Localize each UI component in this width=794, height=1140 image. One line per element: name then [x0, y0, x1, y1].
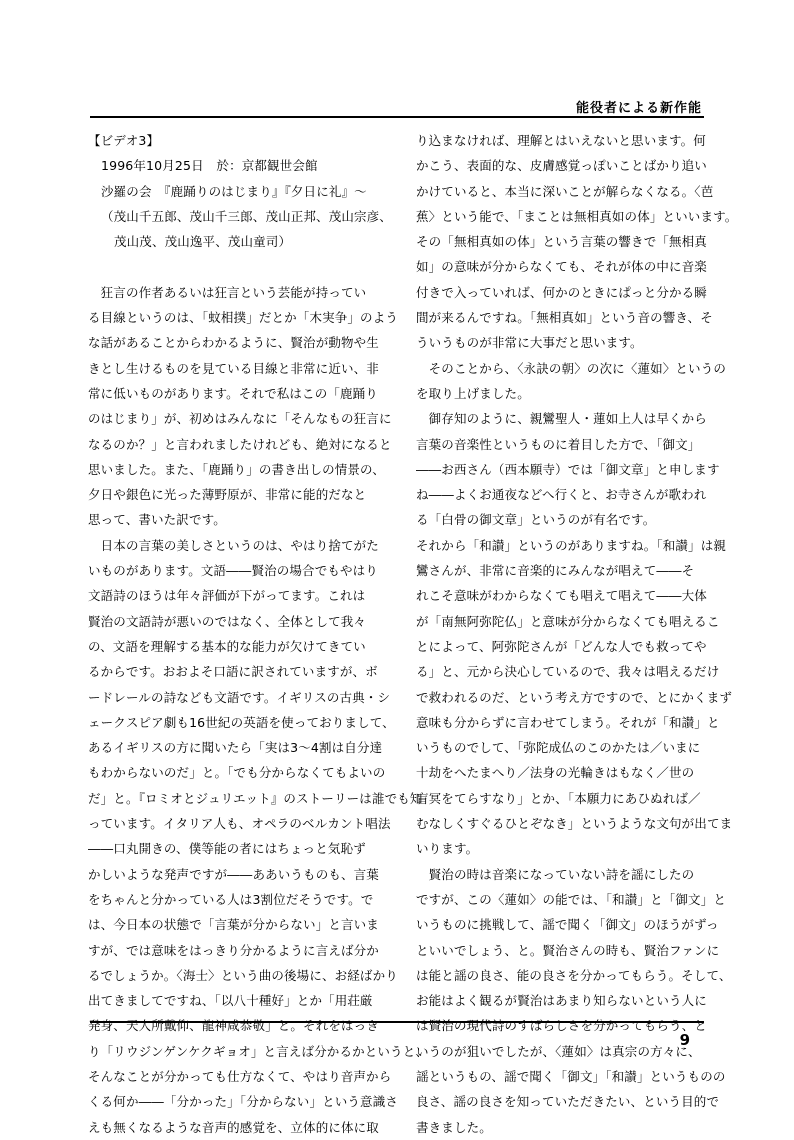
- video-date-venue: 1996年10月25日 於：京都観世会館: [101, 158, 318, 174]
- body-line: あるイギリスの方に聞いたら「実は3～4割は自分達: [88, 740, 383, 756]
- body-line: 日本の言葉の美しさというのは、やはり捨てがた: [88, 537, 379, 553]
- body-line: かこう、表面的な、皮膚感覚っぽいことばかり追い: [416, 158, 707, 174]
- right-column: [416, 128, 738, 1140]
- header-rule: [90, 116, 704, 118]
- body-line: 良さ、謡の良さを知っていただきたい、という目的で: [416, 1094, 720, 1110]
- body-line: もわからないのだ」と。「でも分からなくてもよいの: [88, 765, 386, 781]
- body-line: る」と、元から決心しているので、我々は唱えるだけ: [416, 664, 720, 680]
- body-line: をちゃんと分かっている人は3割位だそうです。で: [88, 891, 374, 907]
- body-line: 御存知のように、親鸞聖人・蓮如上人は早くから: [416, 411, 707, 427]
- body-line: 十劫をへたまへり／法身の光輪きはもなく／世の: [416, 765, 695, 781]
- body-line: とによって、阿弥陀さんが「どんな人でも救ってや: [416, 638, 707, 654]
- body-line: 意味も分からずに言わせてしまう。それが「和讃」と: [416, 714, 720, 730]
- body-line: いうものに挑戦して、謡で聞く「御文」のほうがずっ: [416, 917, 719, 933]
- body-line: むなしくすぐるひとぞなき」というような文句が出てま: [416, 816, 733, 832]
- body-line: る目線というのは、「蚊相撲」だとか「木実争」のよう: [88, 310, 399, 326]
- body-line: そのことから、〈永訣の朝〉の次に〈蓮如〉というの: [416, 360, 727, 376]
- body-line: 言葉の音楽性というものに着目した方で、「御文」: [416, 436, 701, 452]
- body-line: 間が来るんですね。「無相真如」という音の響き、そ: [416, 310, 713, 326]
- body-line: くる何か――「分かった」「分からない」という意識さ: [88, 1094, 399, 1110]
- body-line: すが、では意味をはっきり分かるように言えば分か: [88, 942, 379, 958]
- body-line: かけていると、本当に深いことが解らなくなる。〈芭: [416, 183, 714, 199]
- body-line: 盲冥をてらすなり」とか、「本願力にあひぬれば／: [416, 790, 701, 806]
- video-performers-cont: 茂山茂、茂山逸平、茂山童司）: [114, 234, 292, 250]
- body-line: は、今日本の状態で「言葉が分からない」と言いま: [88, 917, 379, 933]
- left-column: [88, 128, 428, 1140]
- body-line: 常に低いものがあります。それで私はこの「鹿踊り: [88, 385, 378, 401]
- body-line: な話があることからわかるように、賢治が動物や生: [88, 335, 379, 351]
- body-line: といいでしょう、と。賢治さんの時も、賢治ファンに: [416, 942, 720, 958]
- body-line: 思って、書いた訳です。: [88, 512, 226, 528]
- body-line: 謡というもの、謡で聞く「御文」「和讃」というものの: [416, 1068, 726, 1084]
- body-line: ね――よくお通夜などへ行くと、お寺さんが歌われ: [416, 487, 707, 503]
- body-line: 付きで入っていれば、何かのときにぱっと分かる瞬: [416, 284, 707, 300]
- video-performers: （茂山千五郎、茂山千三郎、茂山正邦、茂山宗彦、: [101, 208, 392, 224]
- body-line: ェークスピア劇も16世紀の英語を使っておりまして、: [88, 714, 395, 730]
- body-line: ういうものが非常に大事だと思います。: [416, 335, 643, 351]
- body-line: っています。イタリア人も、オペラのベルカント唱法: [88, 816, 391, 832]
- body-line: お能はよく観るが賢治はあまり知らないという人に: [416, 993, 707, 1009]
- body-line: 夕日や銀色に光った薄野原が、非常に能的だなと: [88, 487, 367, 503]
- body-line: ――口丸開きの、僕等能の者にはちょっと気恥ず: [88, 841, 366, 857]
- body-line: ードレールの詩なども文語です。イギリスの古典・シ: [88, 689, 391, 705]
- body-line: が「南無阿弥陀仏」と意味が分からなくても唱えるこ: [416, 613, 720, 629]
- body-line: かしいような発声ですが――ああいうものも、言葉: [88, 866, 379, 882]
- body-line: なるのか？」と言われましたけれども、絶対になると: [88, 436, 392, 452]
- body-line: いります。: [416, 841, 479, 857]
- body-line: るからです。おおよそ口語に訳されていますが、ボ: [88, 664, 378, 680]
- blank-line: [88, 254, 388, 279]
- body-line: いうものでして、「弥陀成仏のこのかたは／いまに: [416, 740, 701, 756]
- body-line: の、文語を理解する基本的な能力が欠けてきてい: [88, 638, 366, 654]
- body-line: 賢治の文語詩が悪いのではなく、全体として我々: [88, 613, 367, 629]
- page-number: 9: [679, 1031, 690, 1049]
- body-line: ――お西さん（西本願寺）では「御文章」と申します: [416, 461, 720, 477]
- body-line: 思いました。また、「鹿踊り」の書き出しの情景の、: [88, 461, 385, 477]
- body-line: きとし生けるものを見ている目線と非常に近い、非: [88, 360, 379, 376]
- body-line: 発身、天人所戴仰、龍神咸恭敬」と。それをはっき: [88, 1018, 379, 1034]
- body-line: 文語詩のほうは年々評価が下がってます。これは: [88, 588, 366, 604]
- body-line: 書きました。: [416, 1119, 492, 1135]
- body-line: その「無相真如の体」という言葉の響きで「無相真: [416, 234, 707, 250]
- body-line: それから「和讃」というのがありますね。「和讃」は親: [416, 537, 727, 553]
- body-line: 狂言の作者あるいは狂言という芸能が持ってい: [88, 284, 367, 300]
- body-line: 蕉〉という能で、「まことは無相真如の体」といいます。: [416, 208, 738, 224]
- body-line: は賢治の現代詩のすばらしさを分かってもらう、と: [416, 1018, 707, 1034]
- body-line: ですが、この〈蓮如〉の能では、「和讃」と「御文」と: [416, 891, 727, 907]
- body-line: るでしょうか。〈海士〉という曲の後場に、お経ばかり: [88, 967, 398, 983]
- body-line: そんなことが分かっても仕方なくて、やはり音声から: [88, 1068, 392, 1084]
- body-line: 如」の意味が分からなくても、それが体の中に音楽: [416, 259, 707, 275]
- body-line: 出てきましてですね、「以八十種好」とか「用荘厳: [88, 993, 373, 1009]
- video-program: 沙羅の会 『鹿踊りのはじまり』『夕日に礼』～: [101, 183, 367, 199]
- body-line: は能と謡の良さ、能の良さを分かってもらう。そして、: [416, 967, 732, 983]
- video-heading: 【ビデオ3】: [88, 133, 160, 148]
- body-line: のはじまり」が、初めはみんなに「そんなもの狂言に: [88, 411, 392, 427]
- body-line: で救われるのだ、という考え方ですので、とにかくまず: [416, 689, 733, 705]
- body-line: れこそ意味がわからなくても唱えて唱えて――大体: [416, 588, 707, 604]
- body-line: り込まなければ、理解とはいえないと思います。何: [416, 133, 706, 148]
- running-header-title: 能役者による新作能: [575, 101, 702, 116]
- footer-rule: [90, 1021, 704, 1023]
- body-line: を取り上げました。: [416, 385, 530, 401]
- body-line: 鸞さんが、非常に音楽的にみんなが唱えて――そ: [416, 563, 695, 579]
- body-line: だ」と。『ロミオとジュリエット』のストーリーは誰でも知: [88, 790, 423, 806]
- body-line: えも無くなるような音声的感覚を、立体的に体に取: [88, 1119, 379, 1135]
- body-line: いうのが狙いでしたが、〈蓮如〉は真宗の方々に、: [416, 1043, 701, 1059]
- body-line: る「白骨の御文章」というのが有名です。: [416, 512, 656, 528]
- body-line: いものがあります。文語――賢治の場合でもやはり: [88, 563, 378, 579]
- body-line: 賢治の時は音楽になっていない詩を謡にしたの: [416, 866, 695, 882]
- body-line: り「リウジンゲンケクギョオ」と言えば分かるかというと、: [88, 1043, 428, 1059]
